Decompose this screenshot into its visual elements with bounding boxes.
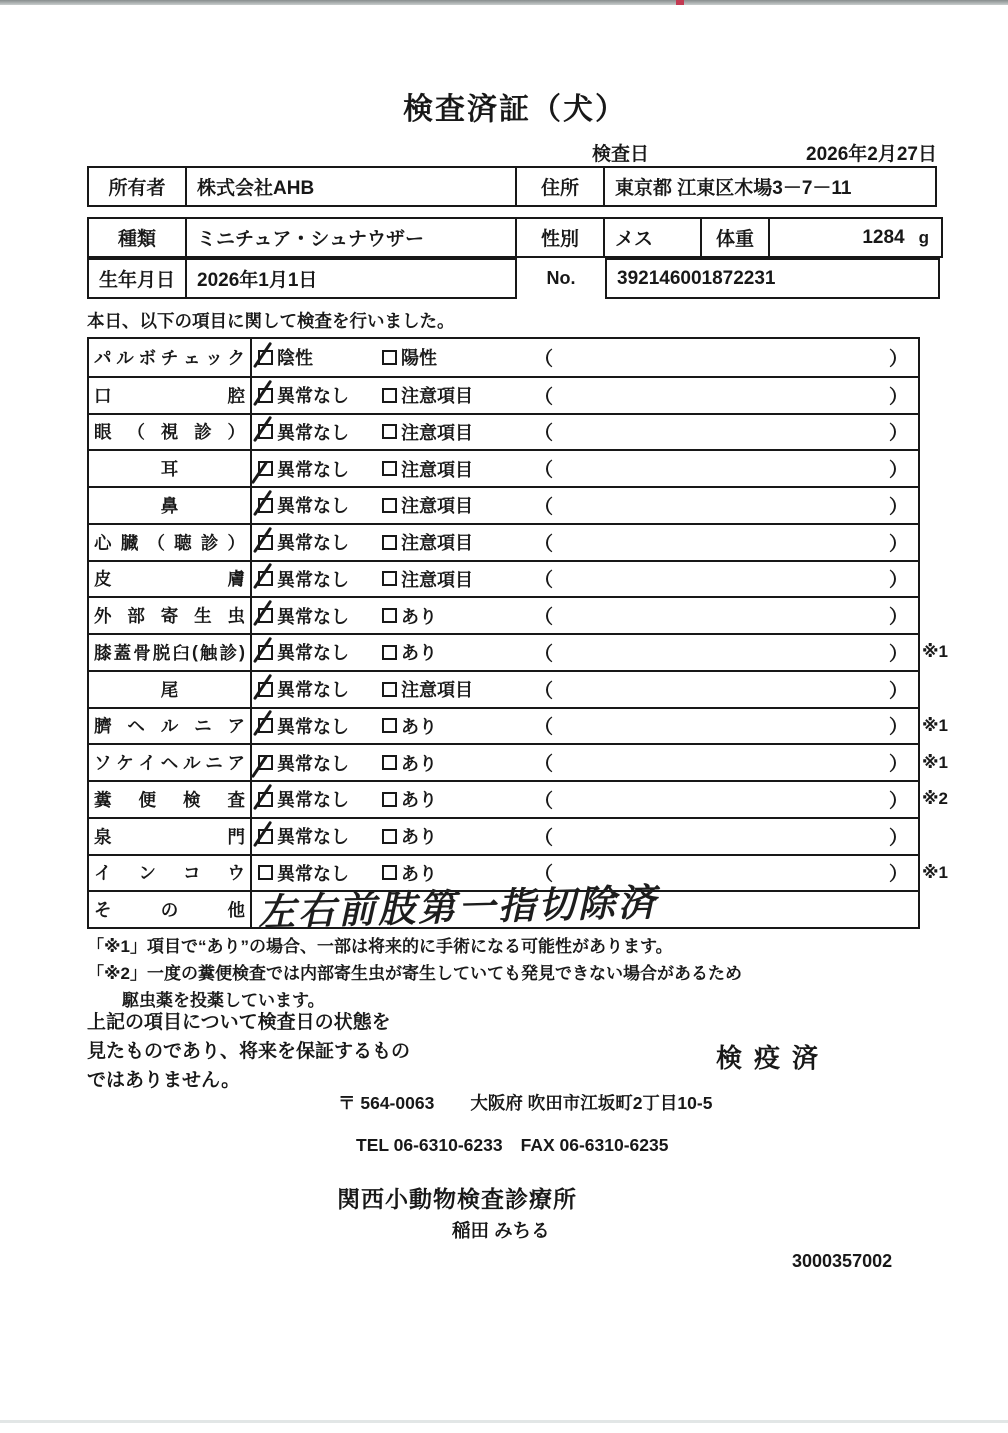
option1-label: 異常なし xyxy=(277,459,349,480)
checkmark-icon xyxy=(251,755,268,778)
weight-label: 体重 xyxy=(700,219,768,256)
address-label: 住所 xyxy=(515,168,603,205)
disclaimer-line1: 上記の項目について検査日の状態を xyxy=(87,1012,391,1033)
checkbox-option1 xyxy=(258,461,273,476)
checkbox-option1 xyxy=(258,829,273,844)
paren-close-mark: ） xyxy=(888,790,908,812)
note-ref: ※1 xyxy=(922,752,948,772)
checkbox-option1 xyxy=(258,388,273,403)
label-char: ウ xyxy=(227,863,245,884)
checkmark-icon xyxy=(251,461,268,484)
note-ref: ※2 xyxy=(922,789,948,809)
paren-open-mark: （ xyxy=(534,460,554,482)
option2-group xyxy=(382,344,437,370)
label-char: コ xyxy=(183,863,201,884)
option2-label: 注意項目 xyxy=(401,533,473,554)
option2-group xyxy=(382,456,473,482)
option2-label: 注意項目 xyxy=(401,569,473,590)
option2-group xyxy=(382,823,437,849)
label-char: 部 xyxy=(127,606,145,627)
checklist-item-content xyxy=(252,782,948,817)
disclaimer-line2: 見たものであり、将来を保証するもの xyxy=(87,1041,411,1062)
label-char: 触 xyxy=(199,642,218,663)
option2-label: あり xyxy=(401,606,437,627)
checkmark-icon xyxy=(253,379,272,405)
checkbox-option1 xyxy=(258,424,273,439)
checkbox-option2 xyxy=(382,571,397,586)
checkbox-option1 xyxy=(258,755,273,770)
paren-open-mark: （ xyxy=(534,496,554,518)
paren-open-mark: （ xyxy=(534,643,554,665)
checklist-row xyxy=(89,880,918,935)
paren-open-mark: （ xyxy=(534,827,554,849)
checklist-item-label xyxy=(89,378,252,413)
label-char: 査 xyxy=(227,789,245,810)
option2-label: あり xyxy=(401,753,437,774)
checkbox-option2 xyxy=(382,388,397,403)
breed-value: ミニチュア・シュナウザー xyxy=(185,219,515,256)
checkmark-icon xyxy=(253,490,272,516)
option2-label: あり xyxy=(401,863,437,884)
option2-label: 注意項目 xyxy=(401,386,473,407)
checklist-item-content xyxy=(252,745,948,780)
owner-table xyxy=(87,166,937,207)
checklist-row xyxy=(89,633,948,670)
option2-label: あり xyxy=(401,716,437,737)
label-char: 虫 xyxy=(227,606,245,627)
birth-box xyxy=(87,258,517,299)
birth-value: 2026年1月1日 xyxy=(185,260,515,297)
label-char: 臓 xyxy=(120,532,139,553)
option1-label: 異常なし xyxy=(277,386,349,407)
option1-label: 異常なし xyxy=(277,422,349,443)
checkbox-option2 xyxy=(382,498,397,513)
label-char: 膚 xyxy=(227,569,245,590)
scan-top-edge xyxy=(0,0,1008,5)
checklist-row xyxy=(89,523,918,560)
paren-close-mark: ） xyxy=(888,423,908,445)
checklist-row xyxy=(89,817,918,854)
checkmark-icon xyxy=(253,342,272,368)
checkbox-option2 xyxy=(382,608,397,623)
clinic-tel: TEL 06-6310-6233 xyxy=(356,1135,503,1155)
checkbox-option2 xyxy=(382,350,397,365)
label-char: 口 xyxy=(94,385,112,406)
option2-group xyxy=(382,713,437,739)
scan-red-mark xyxy=(676,0,684,5)
option1-label: 異常なし xyxy=(277,790,349,811)
label-char: ン xyxy=(138,863,156,884)
paren-close-mark: ） xyxy=(888,460,908,482)
paren-open-mark: （ xyxy=(534,864,554,886)
checklist-item-content xyxy=(252,488,918,523)
checklist-item-content xyxy=(252,819,918,854)
exam-date-label: 検査日 xyxy=(592,144,650,165)
option2-label: 陽性 xyxy=(401,348,437,369)
scan-bottom-edge xyxy=(0,1420,1008,1423)
document-number: 3000357002 xyxy=(792,1251,893,1271)
checklist-item-label xyxy=(89,598,252,633)
label-char: 皮 xyxy=(94,569,112,590)
checklist-row xyxy=(89,780,948,817)
label-char: 眼 xyxy=(94,422,112,443)
label-char: パ xyxy=(94,347,112,368)
label-char: 寄 xyxy=(160,606,179,627)
exam-date-value: 2026年2月27日 xyxy=(806,144,937,165)
label-char: ( xyxy=(191,641,198,662)
clinic-address-line xyxy=(338,1090,712,1115)
label-char: 鼻 xyxy=(160,495,179,516)
paren-open-mark: （ xyxy=(534,607,554,629)
checklist-row xyxy=(89,670,918,707)
option1-label: 異常なし xyxy=(277,716,349,737)
label-char: ル xyxy=(160,716,179,737)
checkbox-option1 xyxy=(258,608,273,623)
checklist-row xyxy=(89,560,918,597)
paren-open-mark: （ xyxy=(534,570,554,592)
checkbox-option1 xyxy=(258,682,273,697)
checklist-item-label xyxy=(89,672,252,707)
no-label: No. xyxy=(546,268,576,288)
checklist-row xyxy=(89,486,918,523)
handwritten-note: 左右前肢第一指切除済 xyxy=(257,880,659,935)
label-char: 腔 xyxy=(227,385,245,406)
label-char: イ xyxy=(94,863,112,884)
owner-value: 株式会社AHB xyxy=(185,168,515,205)
checkmark-icon xyxy=(253,526,272,552)
option1-label: 異常なし xyxy=(277,606,349,627)
weight-unit: g xyxy=(918,227,929,247)
label-char: ） xyxy=(227,532,245,553)
label-char: 尾 xyxy=(160,679,179,700)
option2-group xyxy=(382,750,437,776)
note-ref: ※1 xyxy=(922,862,948,882)
checklist-item-label xyxy=(89,415,252,450)
option1-label: 異常なし xyxy=(277,863,349,884)
checklist-item-label xyxy=(89,709,252,744)
checklist-item-content xyxy=(252,562,918,597)
address-value: 東京都 江東区木場3－7－11 xyxy=(603,168,935,205)
checkbox-option1 xyxy=(258,792,273,807)
option1-label: 異常なし xyxy=(277,753,349,774)
sex-value: メス xyxy=(603,219,700,256)
owner-label: 所有者 xyxy=(108,178,166,199)
label-char: ） xyxy=(227,422,245,443)
footnote-1: 「※1」項目で“あり”の場合、一部は将来的に手術になる可能性があります。 xyxy=(87,937,673,956)
label-char: 検 xyxy=(183,789,201,810)
checkmark-icon xyxy=(253,820,272,846)
label-char: 心 xyxy=(94,532,112,553)
label-char: ア xyxy=(227,753,245,774)
paren-open-mark: （ xyxy=(534,680,554,702)
footnote-2-cont: 駆虫薬を投薬しています。 xyxy=(122,991,325,1010)
checklist-item-label xyxy=(89,525,252,560)
clinic-postal: 〒 564-0063 xyxy=(338,1093,435,1113)
option2-label: 注意項目 xyxy=(401,422,473,443)
checklist-row xyxy=(89,596,918,633)
label-char: ) xyxy=(239,641,245,662)
checklist-row xyxy=(89,707,948,744)
page-title: 検査済証（犬） xyxy=(403,93,627,126)
paren-open-mark: （ xyxy=(534,790,554,812)
checklist-item-label xyxy=(89,451,252,486)
checkbox-option1 xyxy=(258,350,273,365)
option1-label: 異常なし xyxy=(277,827,349,848)
option2-group xyxy=(382,492,473,518)
label-char: 聴 xyxy=(174,532,192,553)
paren-close-mark: ） xyxy=(888,717,908,739)
vet-name: 稲田 みちる xyxy=(452,1220,550,1241)
label-char: ア xyxy=(227,716,245,737)
checklist-item-content xyxy=(252,635,948,670)
paren-close-mark: ） xyxy=(888,570,908,592)
checklist-item-label xyxy=(89,856,252,891)
label-char: 骨 xyxy=(133,642,151,663)
label-char: ニ xyxy=(205,753,223,774)
sex-label: 性別 xyxy=(515,219,603,256)
option2-label: 注意項目 xyxy=(401,680,473,701)
checkmark-icon xyxy=(253,710,272,736)
label-char: 便 xyxy=(138,789,156,810)
paren-open-mark: （ xyxy=(534,533,554,555)
label-char: （ xyxy=(127,422,145,443)
paren-close-mark: ） xyxy=(888,754,908,776)
label-char: 糞 xyxy=(94,789,112,810)
breed-label: 種類 xyxy=(117,229,156,250)
paren-open-mark: （ xyxy=(534,423,554,445)
checkmark-icon xyxy=(253,637,272,663)
checklist-item-content xyxy=(252,525,918,560)
checkmark-icon xyxy=(253,600,272,626)
checkbox-option2 xyxy=(382,682,397,697)
checklist-row xyxy=(89,743,948,780)
checkmark-icon xyxy=(253,563,272,589)
checklist-item-content xyxy=(252,339,918,376)
option2-group xyxy=(382,566,473,592)
checkmark-icon xyxy=(253,416,272,442)
checklist-item-content xyxy=(252,709,948,744)
quarantine-stamp: 検疫済 xyxy=(716,1043,831,1073)
disclaimer-line3: ではありません。 xyxy=(87,1070,241,1091)
label-char: 門 xyxy=(227,826,245,847)
checkmark-icon xyxy=(253,784,272,810)
label-char: （ xyxy=(147,532,165,553)
checklist-item-label xyxy=(89,339,252,376)
label-char: ボ xyxy=(138,347,156,368)
option1-label: 異常なし xyxy=(277,533,349,554)
checkbox-option1 xyxy=(258,865,273,880)
checklist-item-label xyxy=(89,745,252,780)
label-char: ヘ xyxy=(160,753,179,774)
option1-label: 陰性 xyxy=(277,348,313,369)
checkbox-option1 xyxy=(258,571,273,586)
paren-close-mark: ） xyxy=(888,607,908,629)
label-char: チ xyxy=(160,347,179,368)
label-char: ニ xyxy=(194,716,212,737)
checkbox-option1 xyxy=(258,645,273,660)
checkbox-option2 xyxy=(382,424,397,439)
option1-label: 異常なし xyxy=(277,569,349,590)
paren-open-mark: （ xyxy=(534,386,554,408)
checkbox-option1 xyxy=(258,498,273,513)
paren-close-mark: ） xyxy=(888,680,908,702)
label-char: ヘ xyxy=(127,716,145,737)
option2-label: あり xyxy=(401,790,437,811)
option1-label: 異常なし xyxy=(277,680,349,701)
label-char: 蓋 xyxy=(113,642,132,663)
label-char: そ xyxy=(94,900,112,921)
clinic-address: 大阪府 吹田市江坂町2丁目10-5 xyxy=(470,1093,713,1113)
paren-close-mark: ） xyxy=(888,496,908,518)
option2-group xyxy=(382,529,473,555)
checklist-item-label xyxy=(89,635,252,670)
checkmark-icon xyxy=(253,673,272,699)
checkbox-option2 xyxy=(382,755,397,770)
label-char: ク xyxy=(227,347,245,368)
paren-close-mark: ） xyxy=(888,643,908,665)
label-char: 生 xyxy=(194,606,212,627)
checklist-item-content xyxy=(252,672,918,707)
no-box xyxy=(605,258,940,299)
checklist-item-label xyxy=(89,488,252,523)
option2-group xyxy=(382,382,473,408)
option2-group xyxy=(382,676,473,702)
checklist-row xyxy=(89,449,918,486)
checklist-item-content xyxy=(252,451,918,486)
checkbox-option2 xyxy=(382,718,397,733)
checklist-row xyxy=(89,376,918,413)
paren-close-mark: ） xyxy=(888,386,908,408)
paren-open-mark: （ xyxy=(534,754,554,776)
checkbox-option2 xyxy=(382,645,397,660)
paren-open-mark: （ xyxy=(534,348,554,370)
checklist-row xyxy=(89,339,918,376)
label-char: 泉 xyxy=(94,826,112,847)
checklist-item-content xyxy=(252,598,918,633)
checklist-item-content xyxy=(252,415,918,450)
clinic-tel-line xyxy=(356,1135,668,1156)
label-char: 診 xyxy=(200,532,219,553)
disclaimer-text xyxy=(87,1008,410,1095)
checklist-row xyxy=(89,413,918,450)
note-ref: ※1 xyxy=(922,715,948,735)
paren-close-mark: ） xyxy=(888,533,908,555)
clinic-name: 関西小動物検査診療所 xyxy=(337,1186,577,1212)
option2-group xyxy=(382,786,437,812)
checkbox-option1 xyxy=(258,718,273,733)
option2-label: 注意項目 xyxy=(401,459,473,480)
checklist-item-label xyxy=(89,892,252,927)
footnote-2: 「※2」一度の糞便検査では内部寄生虫が寄生していても発見できない場合があるため xyxy=(87,964,742,983)
label-char: の xyxy=(160,900,179,921)
option1-label: 異常なし xyxy=(277,496,349,517)
checkbox-option2 xyxy=(382,829,397,844)
intro-sentence: 本日、以下の項目に関して検査を行いました。 xyxy=(87,311,455,331)
option2-group xyxy=(382,603,437,629)
option2-group xyxy=(382,639,437,665)
clinic-fax: FAX 06-6310-6235 xyxy=(520,1135,669,1155)
option1-label: 異常なし xyxy=(277,643,349,664)
option2-label: あり xyxy=(401,827,437,848)
label-char: ケ xyxy=(116,753,134,774)
option2-label: あり xyxy=(401,643,437,664)
label-char: ェ xyxy=(183,347,201,368)
weight-value xyxy=(768,219,941,256)
paren-close-mark: ） xyxy=(888,348,908,370)
option2-group xyxy=(382,419,473,445)
label-char: 脱 xyxy=(152,642,171,663)
label-char: 診 xyxy=(194,422,212,443)
checklist-item-content xyxy=(252,880,918,935)
label-char: ソ xyxy=(94,753,112,774)
label-char: 診 xyxy=(219,642,237,663)
label-char: イ xyxy=(138,753,156,774)
label-char: ッ xyxy=(205,347,223,368)
checkbox-option2 xyxy=(382,535,397,550)
checklist-item-label xyxy=(89,562,252,597)
label-char: 臼 xyxy=(172,642,190,663)
paren-close-mark: ） xyxy=(888,827,908,849)
paren-close-mark: ） xyxy=(888,864,908,886)
label-char: 視 xyxy=(160,422,179,443)
paren-open-mark: （ xyxy=(534,717,554,739)
checklist-table xyxy=(87,337,948,935)
label-char: 臍 xyxy=(94,716,112,737)
label-char: 耳 xyxy=(160,459,179,480)
option2-label: 注意項目 xyxy=(401,496,473,517)
label-char: ル xyxy=(116,347,134,368)
no-value: 392146001872231 xyxy=(617,267,776,289)
birth-label: 生年月日 xyxy=(98,270,175,291)
checklist-item-content xyxy=(252,378,918,413)
animal-table-row1 xyxy=(87,217,943,258)
checklist-item-label xyxy=(89,819,252,854)
checkbox-option2 xyxy=(382,792,397,807)
label-char: 外 xyxy=(94,606,112,627)
note-ref: ※1 xyxy=(922,642,948,662)
checkbox-option1 xyxy=(258,535,273,550)
weight-number: 1284 xyxy=(862,226,905,248)
label-char: 他 xyxy=(227,900,245,921)
checkbox-option2 xyxy=(382,461,397,476)
label-char: 膝 xyxy=(94,642,112,663)
label-char: ル xyxy=(183,753,201,774)
checklist-item-label xyxy=(89,782,252,817)
